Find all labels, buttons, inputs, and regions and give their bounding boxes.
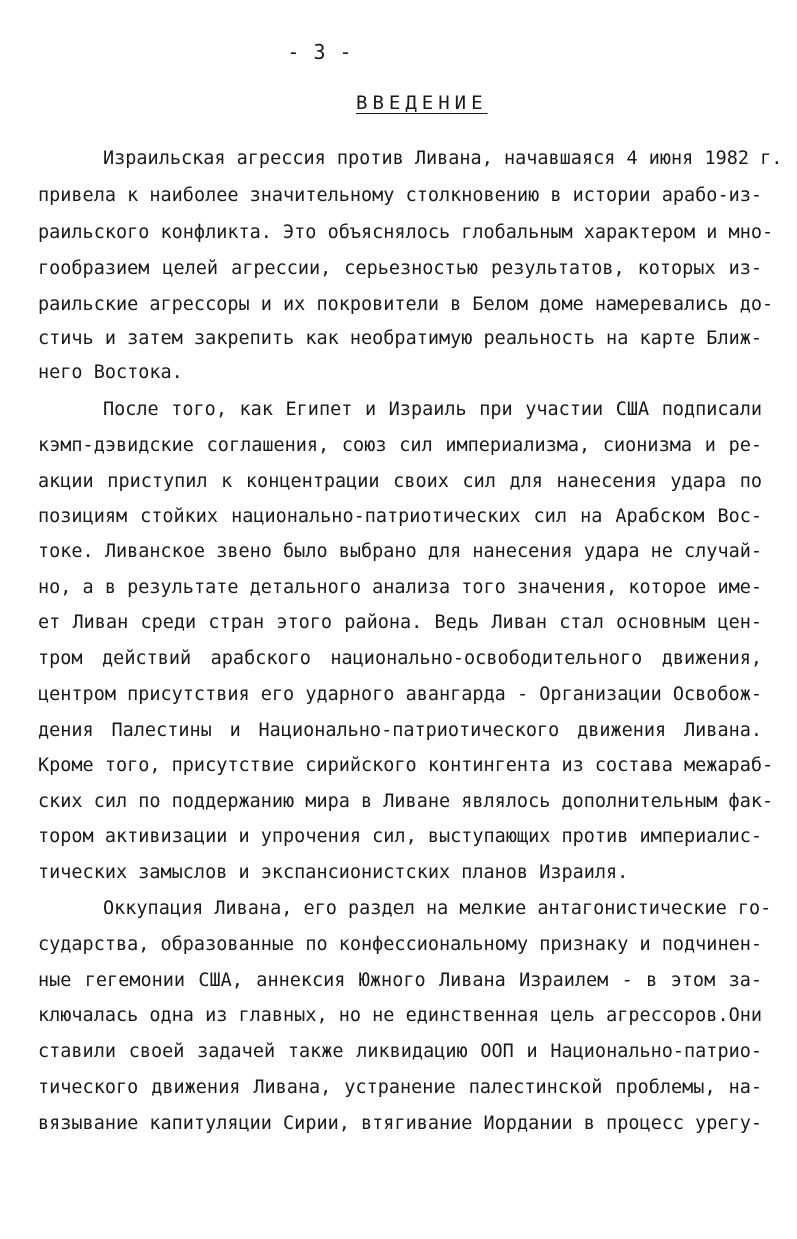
text-line: Кроме того, присутствие сирийского контингента из состава межараб- <box>38 755 774 776</box>
text-line: него Востока. <box>38 362 183 383</box>
page-number: - 3 - <box>287 40 353 64</box>
text-line: акции приступил к концентрации своих сил для нанесения удара по <box>38 471 762 492</box>
text-line: тром действий арабского национально-освободительного движения, <box>38 648 762 669</box>
text-line: токе. Ливанское звено было выбрано для нанесения удара не случай- <box>38 541 762 562</box>
text-line: тического движения Ливана, устранение палестинской проблемы, на- <box>38 1077 762 1098</box>
text-line: позициям стойких национально-патриотических сил на Арабском Вос- <box>38 506 762 527</box>
text-line: гообразием целей агрессии, серьезностью результатов, которых из- <box>38 258 762 279</box>
section-heading: ВВЕДЕНИЕ <box>356 92 488 114</box>
text-line: стичь и затем закрепить как необратимую реальность на карте Ближ- <box>38 328 762 349</box>
text-line: ставили своей задачей также ликвидацию ООП и Национально-патрио- <box>38 1041 762 1062</box>
text-line: но, а в результате детального анализа того значения, которое име- <box>38 577 762 598</box>
text-line: После того, как Египет и Израиль при участии США подписали <box>103 399 762 420</box>
text-line: вязывание капитуляции Сирии, втягивание Иордании в процесс урегу- <box>38 1113 762 1134</box>
text-line: тором активизации и упрочения сил, выступающих против империалис- <box>38 826 762 847</box>
text-line: ключалась одна из главных, но не единственная цель агрессоров.Они <box>38 1005 762 1026</box>
text-line: дения Палестины и Национально-патриотического движения Ливана. <box>38 720 762 741</box>
text-line: ет Ливан среди стран этого района. Ведь Ливан стал основным цен- <box>38 612 762 633</box>
text-line: раильского конфликта. Это объяснялось глобальным характером и мно- <box>38 222 774 243</box>
text-line: ских сил по поддержанию мира в Ливане являлось дополнительным фак- <box>38 791 774 812</box>
text-line: ные гегемонии США, аннексия Южного Ливана Израилем - в этом за- <box>38 970 762 991</box>
text-line: сударства, образованные по конфессиональному признаку и подчинен- <box>38 934 762 955</box>
text-line: центром присутствия его ударного авангарда - Организации Освобож- <box>38 684 762 705</box>
text-line: тических замыслов и экспансионистских планов Израиля. <box>38 862 629 883</box>
text-line: кэмп-дэвидские соглашения, союз сил империализма, сионизма и ре- <box>38 435 762 456</box>
text-line: привела к наиболее значительному столкновению в истории арабо-из- <box>38 185 762 206</box>
text-line: Израильская агрессия против Ливана, начавшаяся 4 июня 1982 г. <box>103 148 783 169</box>
text-line: раильские агрессоры и их покровители в Белом доме намеревались до- <box>38 294 774 315</box>
text-line: Оккупация Ливана, его раздел на мелкие антагонистические го- <box>103 898 772 919</box>
